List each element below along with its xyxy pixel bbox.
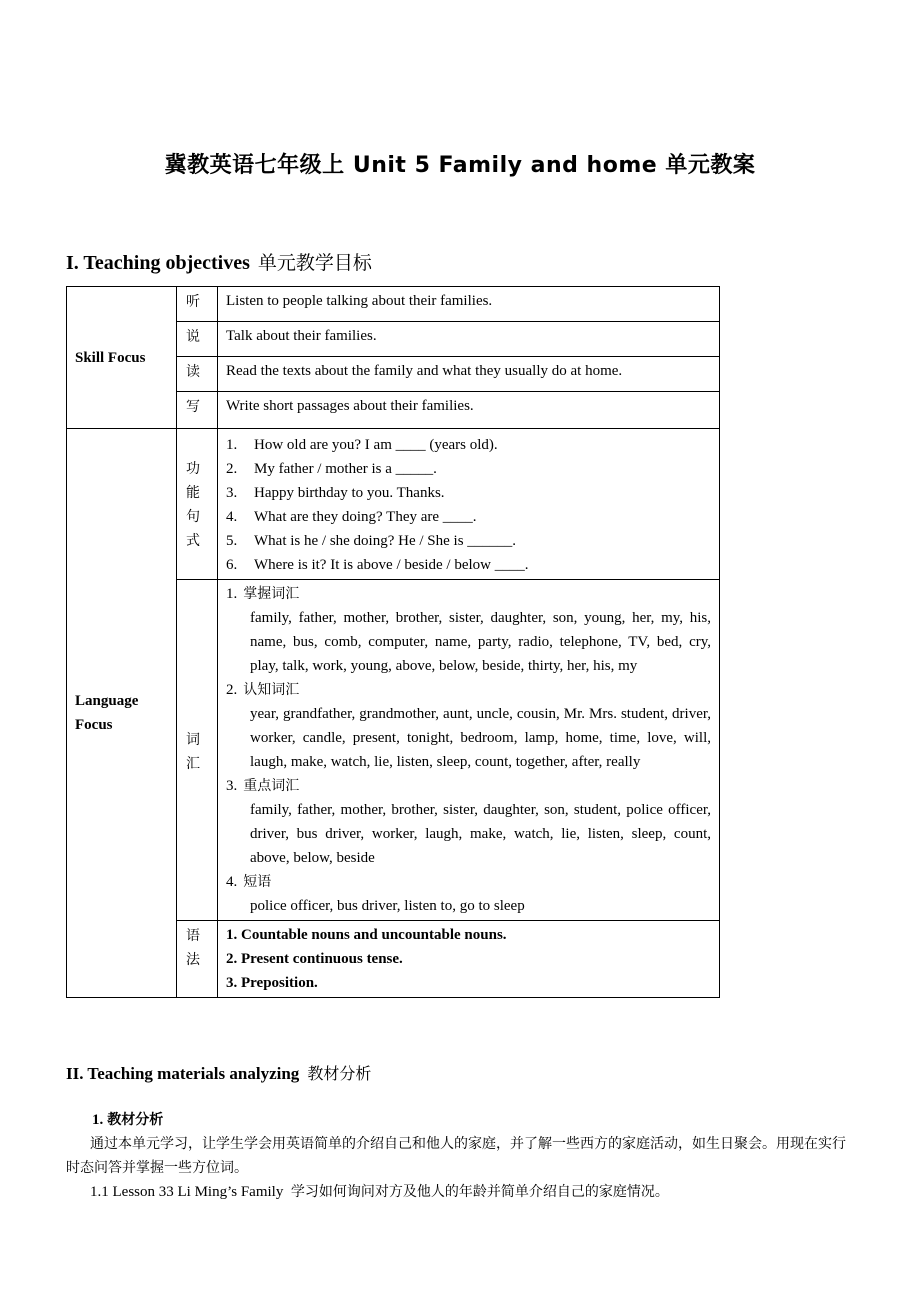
functions-label: 功能句式: [177, 429, 218, 580]
list-item: 2. Present continuous tense.: [226, 951, 403, 967]
section-heading-objectives: [66, 248, 372, 275]
subsection-heading: 1. 教材分析: [92, 1112, 164, 1128]
section-heading-cn: 单元教学目标: [257, 252, 372, 274]
list-item: 3. Preposition.: [226, 975, 318, 991]
table-row: [67, 429, 720, 580]
paragraph: 1.1 Lesson 33 Li Ming’s Family 学习如何询问对方及他人的年龄并简单介绍自己的家庭情况。: [90, 1184, 669, 1200]
list-item: 4. What are they doing? They are ____.: [226, 509, 477, 525]
skill-label: 听: [177, 287, 218, 322]
vocab-group-words: year, grandfather, grandmother, aunt, uncle, cousin, Mr. Mrs. student, driver, worker, candle, present, tonight, bedroom, lamp, home, time, love, will, laugh, make, watch, lie, listen, sleep, count, together, after, really: [250, 706, 711, 770]
page-title: 冀教英语七年级上 Unit 5 Family and home 单元教案: [164, 153, 756, 178]
skill-label: 写: [177, 392, 218, 429]
skill-text: Listen to people talking about their families.: [218, 287, 720, 322]
section-heading-materials: [66, 1061, 371, 1084]
objectives-table: [66, 286, 720, 998]
grammar-label: 语法: [177, 921, 218, 998]
functions-cell: [218, 429, 720, 580]
vocab-group-heading: 3. 重点词汇: [226, 778, 300, 794]
skill-text: Read the texts about the family and what they usually do at home.: [218, 357, 720, 392]
skill-text: Talk about their families.: [218, 322, 720, 357]
vocab-group-words: family, father, mother, brother, sister, daughter, son, student, police officer, driver, bus driver, worker, laugh, make, watch, lie, listen, sleep, count, above, below, beside: [250, 802, 711, 866]
table-row: [67, 287, 720, 322]
vocab-group-heading: 2. 认知词汇: [226, 682, 300, 698]
vocabulary-cell: [218, 580, 720, 921]
vocab-group-heading: 4. 短语: [226, 874, 272, 890]
list-item: 2. My father / mother is a _____.: [226, 461, 437, 477]
list-item: 5. What is he / she doing? He / She is ______.: [226, 533, 517, 549]
skill-focus-label: Skill Focus: [67, 287, 177, 429]
section-heading-en: I. Teaching objectives: [66, 252, 250, 274]
list-item: 1. How old are you? I am ____ (years old).: [226, 437, 498, 453]
language-focus-label: Language Focus: [67, 429, 177, 998]
section-heading-cn: 教材分析: [307, 1064, 372, 1083]
skill-label: 说: [177, 322, 218, 357]
paragraph: 通过本单元学习，让学生学会用英语简单的介绍自己和他人的家庭，并了解一些西方的家庭活动，如生日聚会。用现在实行时态问答并掌握一些方位词。: [66, 1136, 846, 1176]
skill-text: Write short passages about their families.: [218, 392, 720, 429]
grammar-cell: [218, 921, 720, 998]
list-item: 6. Where is it? It is above / beside / below ____.: [226, 557, 529, 573]
list-item: 3. Happy birthday to you. Thanks.: [226, 485, 445, 501]
vocab-group-words: family, father, mother, brother, sister, daughter, son, young, her, my, his, name, bus, comb, computer, name, party, radio, telephone, TV, bed, cry, play, talk, work, young, above, below, beside, thirty, her, his, my: [250, 610, 711, 674]
list-item: 1. Countable nouns and uncountable nouns.: [226, 927, 507, 943]
vocab-group-heading: 1. 掌握词汇: [226, 586, 300, 602]
vocab-group-words: police officer, bus driver, listen to, go to sleep: [250, 898, 525, 914]
skill-label: 读: [177, 357, 218, 392]
section-heading-en: II. Teaching materials analyzing: [66, 1064, 300, 1083]
vocabulary-label: 词汇: [177, 580, 218, 921]
